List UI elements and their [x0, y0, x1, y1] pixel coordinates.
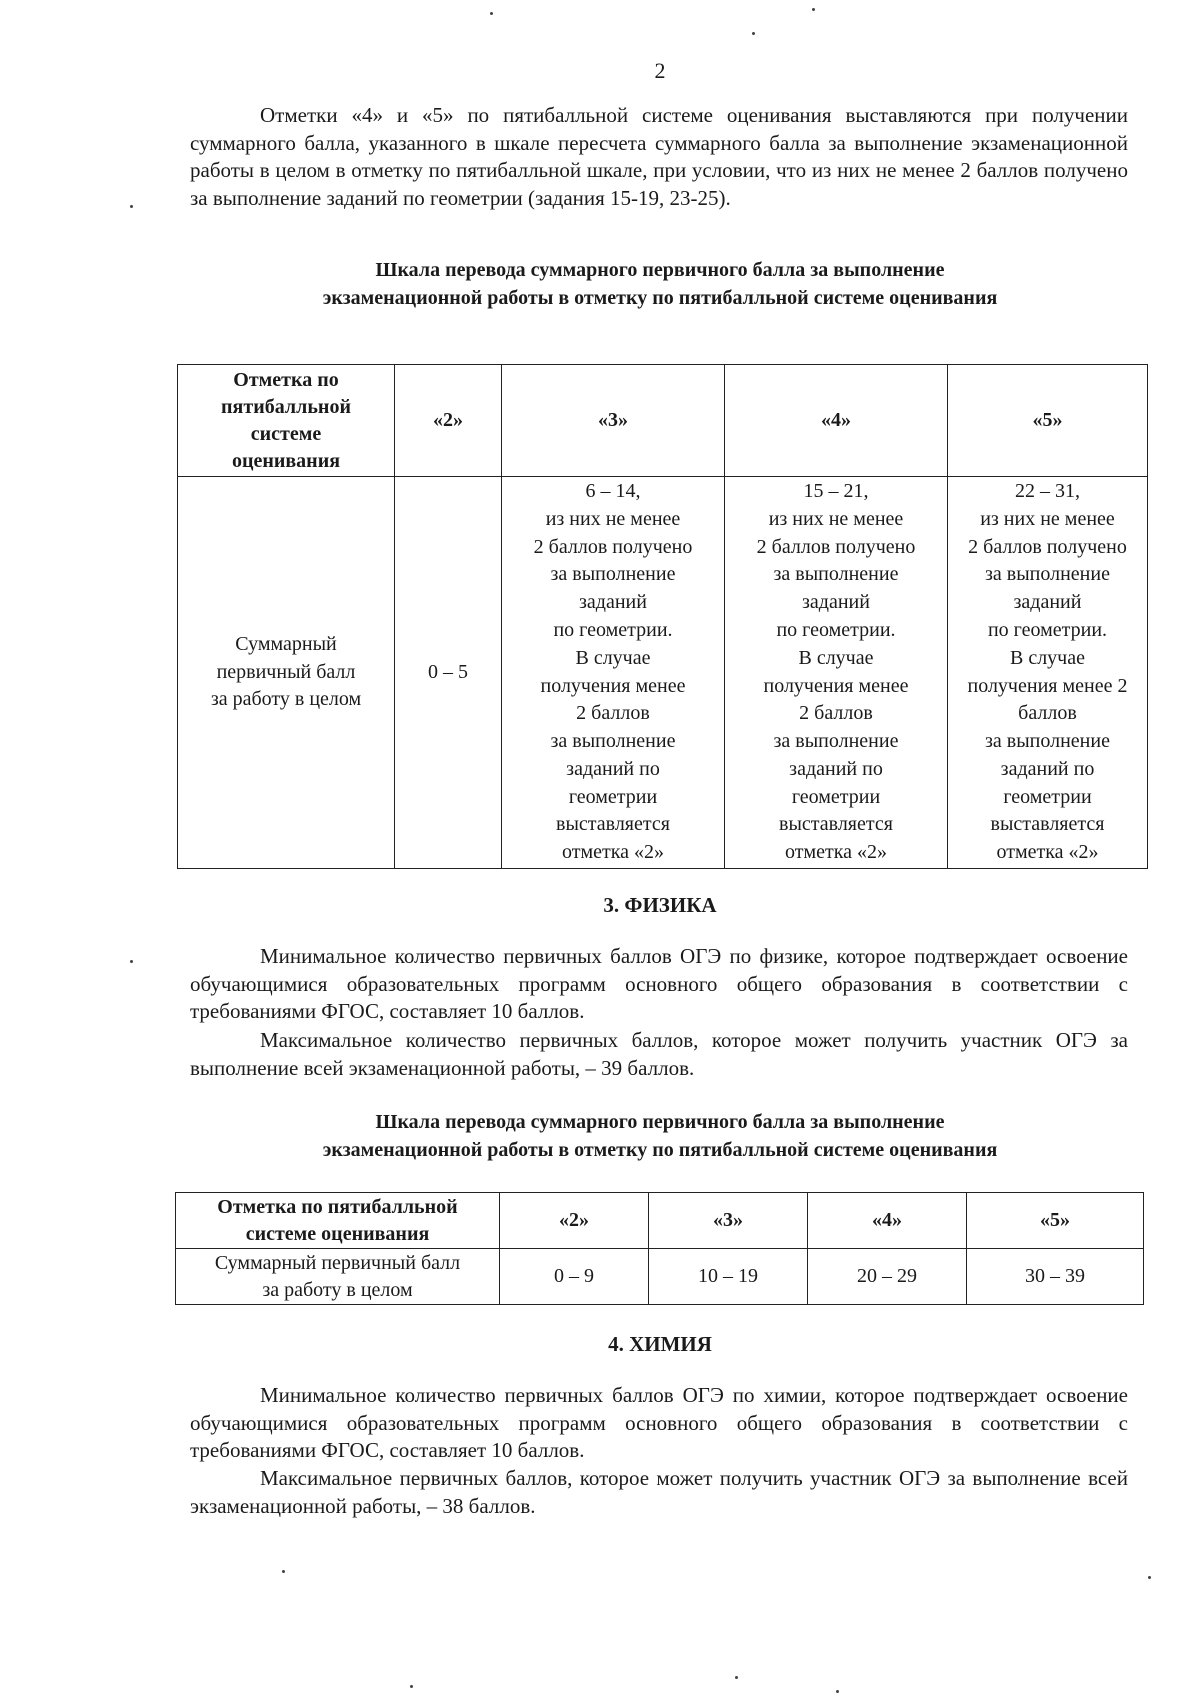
physics-header-label: Отметка по пятибалльной системе оценивания	[176, 1193, 500, 1249]
table1-grade-4: «4»	[725, 365, 948, 477]
scan-speck	[836, 1690, 839, 1693]
grade-scale-table-math	[177, 364, 1148, 869]
chemistry-paragraph-max: Максимальное первичных баллов, которое может получить участник ОГЭ за выполнение всей экзаменационной работы, – 38 баллов.	[190, 1466, 1128, 1518]
physics-grade-2: «2»	[500, 1193, 649, 1249]
scan-speck	[282, 1570, 285, 1573]
scan-speck	[735, 1676, 738, 1679]
physics-row-label: Суммарный первичный балл за работу в целом	[176, 1249, 500, 1305]
chemistry-section-title: 4. ХИМИЯ	[608, 1332, 712, 1356]
physics-table-title: Шкала перевода суммарного первичного балла за выполнение экзаменационной работы в отметку по пятибалльной системе оценивания	[322, 1111, 998, 1161]
physics-grade-5: «5»	[967, 1193, 1144, 1249]
table1-range-5: 22 – 31, из них не менее 2 баллов получено за выполнение заданий по геометрии. В случае получения менее 2 баллов за выполнение заданий по геометрии выставляется отметка «2»	[948, 477, 1148, 869]
scan-speck	[130, 960, 133, 963]
intro-paragraph: Отметки «4» и «5» по пятибалльной системе оценивания выставляются при получении суммарного балла, указанного в шкале пересчета суммарного балла за выполнение экзаменационной работы в целом в отметку по пятибалльной шкале, при условии, что из них не менее 2 баллов получено за выполнение заданий по геометрии (задания 15-19, 23-25).	[190, 103, 1128, 210]
table1-header-label: Отметка по пятибалльной системе оценивания	[178, 365, 395, 477]
physics-range-4: 20 – 29	[808, 1249, 967, 1305]
physics-range-5: 30 – 39	[967, 1249, 1144, 1305]
physics-grade-3: «3»	[649, 1193, 808, 1249]
table1-grade-3: «3»	[502, 365, 725, 477]
physics-paragraph-min: Минимальное количество первичных баллов ОГЭ по физике, которое подтверждает освоение обучающимися образовательных программ основного общего образования в соответствии с требованиями ФГОС, составляет 10 баллов.	[190, 944, 1128, 1023]
physics-paragraph-max: Максимальное количество первичных баллов, которое может получить участник ОГЭ за выполнение всей экзаменационной работы, – 39 баллов.	[190, 1028, 1128, 1080]
table1-grade-5: «5»	[948, 365, 1148, 477]
grade-scale-table-physics	[175, 1192, 1144, 1305]
chemistry-paragraph-min: Минимальное количество первичных баллов ОГЭ по химии, которое подтверждает освоение обучающимися образовательных программ основного общего образования в соответствии с требованиями ФГОС, составляет 10 баллов.	[190, 1383, 1128, 1462]
scan-speck	[812, 8, 815, 11]
scan-speck	[752, 32, 755, 35]
table1-grade-2: «2»	[395, 365, 502, 477]
scan-speck	[1148, 1576, 1151, 1579]
table1-title: Шкала перевода суммарного первичного балла за выполнение экзаменационной работы в отметку по пятибалльной системе оценивания	[322, 259, 998, 309]
physics-grade-4: «4»	[808, 1193, 967, 1249]
table1-range-2: 0 – 5	[395, 477, 502, 869]
scan-speck	[130, 205, 133, 208]
table1-range-3: 6 – 14, из них не менее 2 баллов получено за выполнение заданий по геометрии. В случае получения менее 2 баллов за выполнение заданий по геометрии выставляется отметка «2»	[502, 477, 725, 869]
scan-speck	[490, 12, 493, 15]
table1-row-label: Суммарный первичный балл за работу в целом	[178, 477, 395, 869]
physics-range-2: 0 – 9	[500, 1249, 649, 1305]
physics-range-3: 10 – 19	[649, 1249, 808, 1305]
physics-section-title: 3. ФИЗИКА	[603, 893, 717, 917]
table1-range-4: 15 – 21, из них не менее 2 баллов получено за выполнение заданий по геометрии. В случае получения менее 2 баллов за выполнение заданий по геометрии выставляется отметка «2»	[725, 477, 948, 869]
scan-speck	[410, 1685, 413, 1688]
page-number: 2	[654, 58, 666, 83]
